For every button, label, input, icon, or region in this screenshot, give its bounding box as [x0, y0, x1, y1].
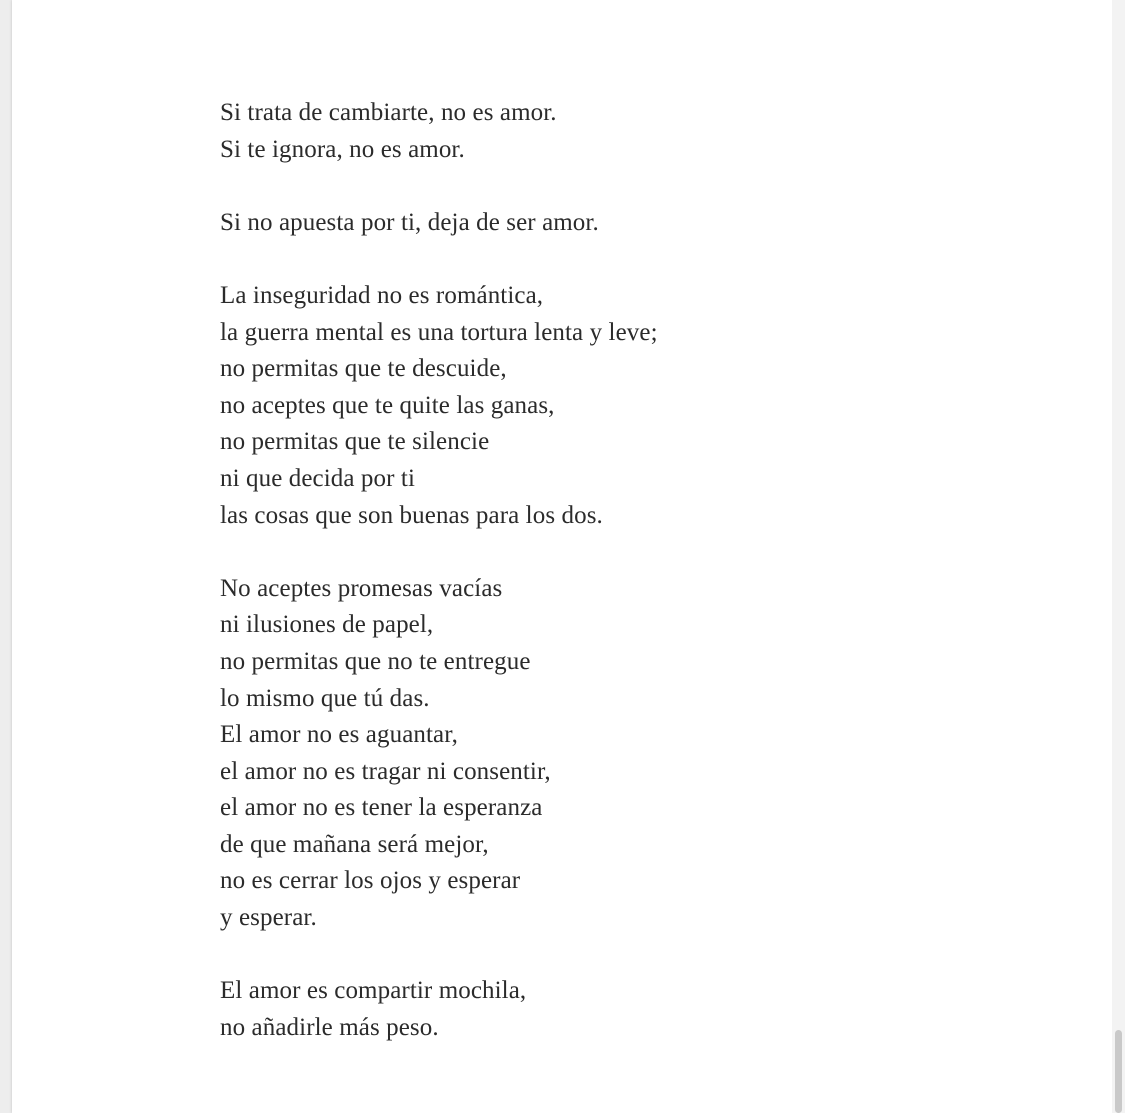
- poem-line: la guerra mental es una tortura lenta y leve;: [220, 318, 658, 346]
- stanza-2: [220, 205, 658, 242]
- document-page: [12, 0, 1112, 1113]
- poem-line: Si te ignora, no es amor.: [220, 135, 465, 163]
- poem-line: ni ilusiones de papel,: [220, 611, 434, 639]
- poem-line: no es cerrar los ojos y esperar: [220, 867, 521, 895]
- poem-line: No aceptes promesas vacías: [220, 574, 503, 602]
- scrollbar-thumb[interactable]: [1115, 1030, 1122, 1113]
- poem-line: Si no apuesta por ti, deja de ser amor.: [220, 208, 599, 236]
- poem-line: El amor es compartir mochila,: [220, 977, 527, 1005]
- poem-line: no permitas que no te entregue: [220, 647, 531, 675]
- poem-line: las cosas que son buenas para los dos.: [220, 501, 603, 529]
- poem-line: no permitas que te descuide,: [220, 355, 507, 383]
- poem-line: no permitas que te silencie: [220, 428, 490, 456]
- vertical-scrollbar[interactable]: [1112, 0, 1125, 1113]
- poem-line: no aceptes que te quite las ganas,: [220, 391, 555, 419]
- poem-line: el amor no es tragar ni consentir,: [220, 757, 551, 785]
- stanza-5: [220, 973, 658, 1046]
- stanza-1: [220, 95, 658, 168]
- poem-line: lo mismo que tú das.: [220, 684, 430, 712]
- poem-line: el amor no es tener la esperanza: [220, 794, 543, 822]
- poem-text: [220, 95, 658, 1046]
- poem-line: Si trata de cambiarte, no es amor.: [220, 99, 557, 126]
- poem-line: La inseguridad no es romántica,: [220, 281, 544, 309]
- stanza-4: [220, 571, 658, 937]
- stanza-3: [220, 278, 658, 534]
- poem-line: y esperar.: [220, 904, 317, 932]
- poem-line: de que mañana será mejor,: [220, 830, 489, 858]
- poem-line: no añadirle más peso.: [220, 1013, 439, 1041]
- poem-line: ni que decida por ti: [220, 464, 415, 492]
- poem-line: El amor no es aguantar,: [220, 721, 459, 749]
